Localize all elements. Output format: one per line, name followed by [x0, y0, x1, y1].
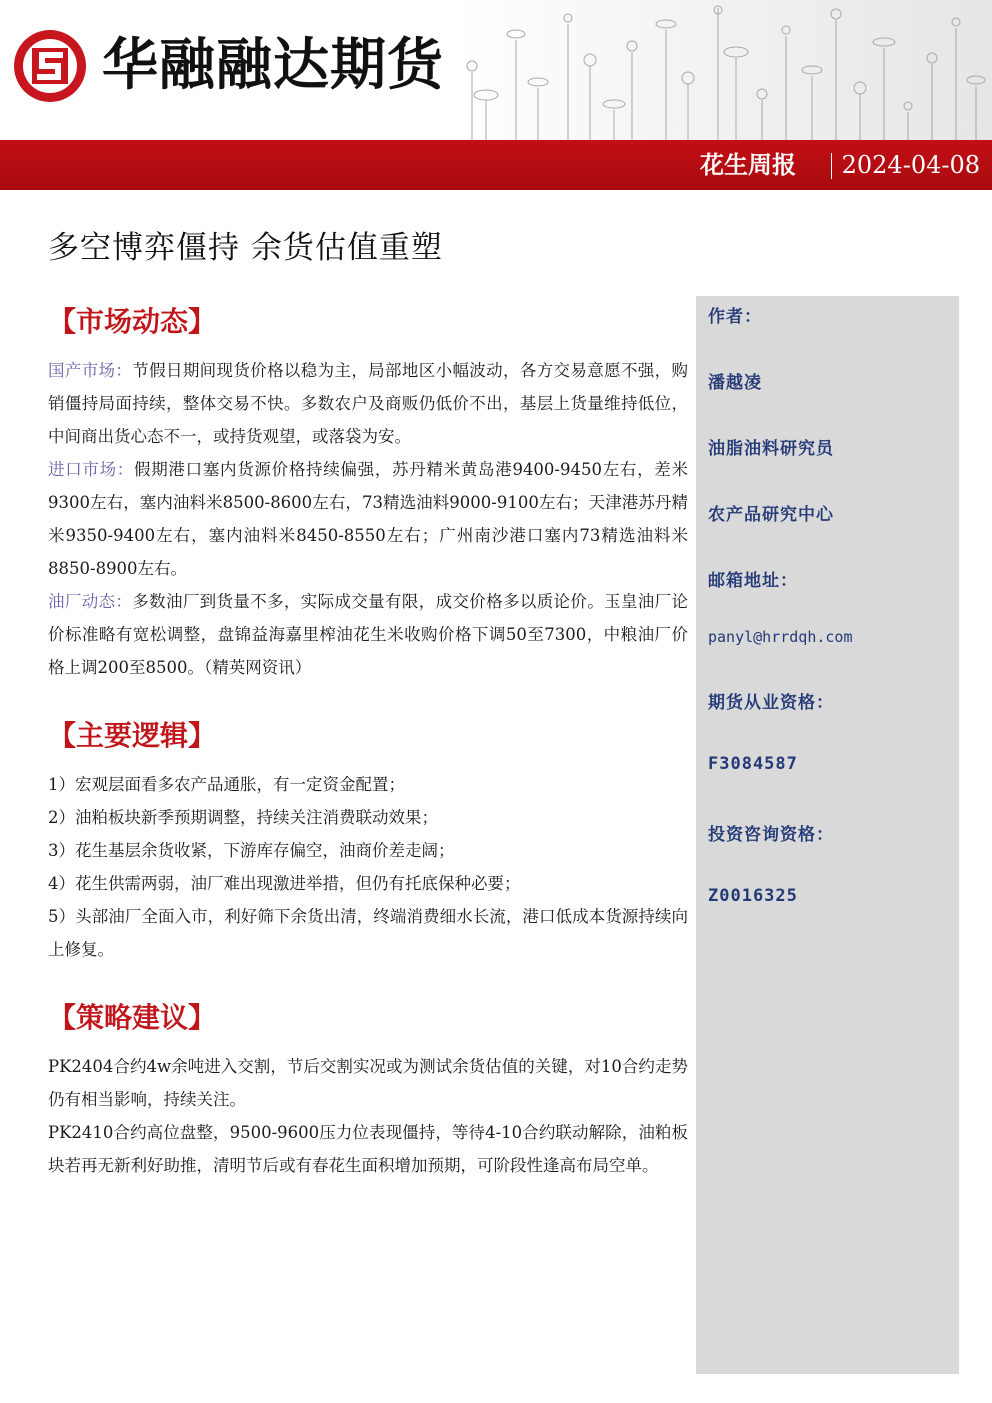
- market-heading: 【市场动态】: [48, 305, 217, 338]
- license-number: F3084587: [708, 754, 798, 774]
- author-label: 作者：: [708, 307, 762, 327]
- email-address[interactable]: panyl@hrrdqh.com: [708, 628, 853, 646]
- oil-mill-text: 多数油厂到货量不多，实际成交量有限，成交价格多以质论价。玉皇油厂论价标准略有宽松调整，盘锦益海嘉里榨油花生米收购价格下调50至7300，中粮油厂价格上调200至8500。（精英网资讯）: [48, 592, 689, 677]
- strategy-section: [48, 998, 688, 1182]
- author-name: 潘越凌: [708, 373, 762, 393]
- report-type: 花生周报: [700, 151, 796, 179]
- import-market-paragraph: [48, 453, 688, 585]
- report-title: 多空博弈僵持 余货估值重塑: [48, 230, 443, 266]
- import-market-lead: 进口市场：: [48, 460, 135, 479]
- logic-item: 5）头部油厂全面入市，利好筛下余货出清，终端消费细水长流，港口低成本货源持续向上修复。: [48, 907, 688, 959]
- author-department: 农产品研究中心: [708, 505, 834, 525]
- market-section: [48, 302, 688, 684]
- domestic-market-paragraph: [48, 354, 688, 453]
- advisory-label: 投资咨询资格：: [708, 825, 834, 845]
- brand-name: 华融融达期货: [102, 33, 444, 98]
- report-header-bar: [0, 140, 992, 190]
- logic-heading: 【主要逻辑】: [48, 719, 217, 752]
- report-date: 2024-04-08: [841, 151, 980, 179]
- logic-item: 1）宏观层面看多农产品通胀，有一定资金配置；: [48, 775, 405, 794]
- brand-logo: [12, 26, 444, 106]
- company-emblem-icon: [12, 28, 88, 104]
- strategy-paragraph: PK2404合约4w余吨进入交割，节后交割实况或为测试余货估值的关键，对10合约走势仍有相当影响，持续关注。: [48, 1057, 688, 1109]
- header-divider: [831, 153, 832, 179]
- logic-item: 4）花生供需两弱，油厂难出现激进举措，但仍有托底保种必要；: [48, 874, 521, 893]
- email-label: 邮箱地址：: [708, 571, 798, 591]
- oil-mill-paragraph: [48, 585, 688, 684]
- logic-section: [48, 716, 688, 966]
- author-sidebar: [696, 296, 959, 1374]
- author-title: 油脂油料研究员: [708, 439, 834, 459]
- header-decoration: [456, 0, 992, 140]
- strategy-paragraph: PK2410合约高位盘整，9500-9600压力位表现僵持，等待4-10合约联动解除，油粕板块若再无新利好助推，清明节后或有春花生面积增加预期，可阶段性逢高布局空单。: [48, 1123, 688, 1175]
- logic-item: 3）花生基层余货收紧，下游库存偏空，油商价差走阔；: [48, 841, 455, 860]
- oil-mill-lead: 油厂动态：: [48, 592, 133, 611]
- import-market-text: 假期港口塞内货源价格持续偏强，苏丹精米黄岛港9400-9450左右，差米9300左右，塞内油料米8500-8600左右，73精选油料9000-9100左右；天津港苏丹精米9350-9400左右，塞内油料米8450-8550左右；广州南沙港口塞内73精选油料米8850-8900左右。: [48, 460, 689, 578]
- logic-item: 2）油粕板块新季预期调整，持续关注消费联动效果；: [48, 808, 438, 827]
- domestic-market-text: 节假日期间现货价格以稳为主，局部地区小幅波动，各方交易意愿不强，购销僵持局面持续，整体交易不快。多数农户及商贩仍低价不出，基层上货量维持低位，中间商出货心态不一，或持货观望，或落袋为安。: [48, 361, 689, 446]
- license-label: 期货从业资格：: [708, 693, 834, 713]
- advisory-number: Z0016325: [708, 886, 798, 906]
- strategy-heading: 【策略建议】: [48, 1001, 217, 1034]
- domestic-market-lead: 国产市场：: [48, 361, 133, 380]
